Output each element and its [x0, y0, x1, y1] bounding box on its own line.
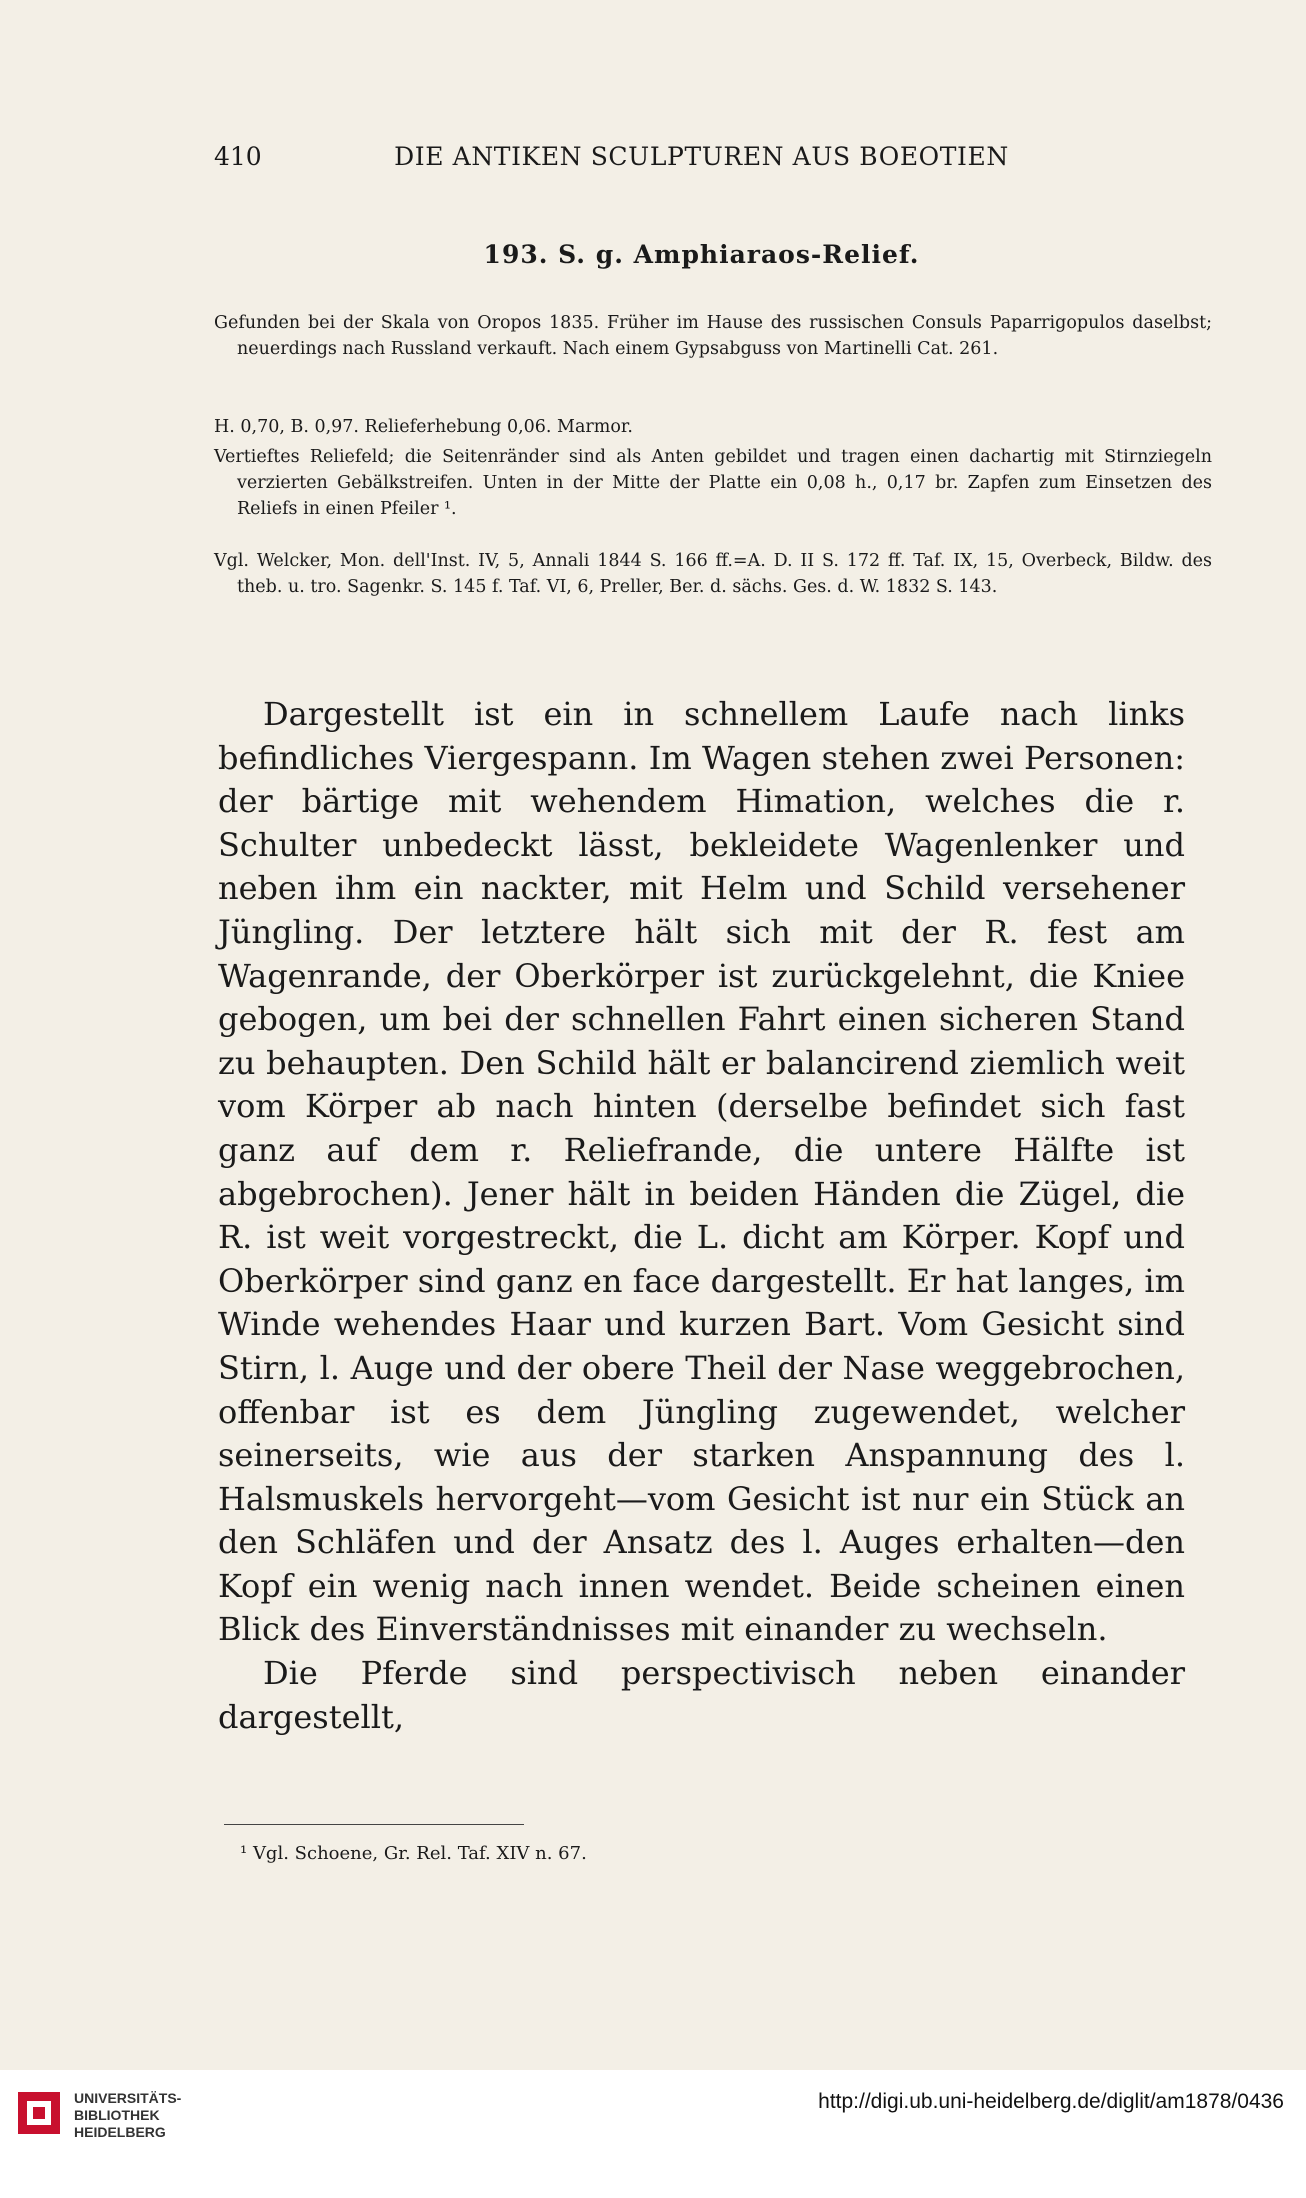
footnote: ¹ Vgl. Schoene, Gr. Rel. Taf. XIV n. 67. — [240, 1843, 587, 1864]
page-number: 410 — [214, 142, 262, 171]
paragraph-2: Die Pferde sind perspectivisch neben einander dargestellt, — [218, 1654, 1185, 1736]
page-header — [214, 142, 1189, 182]
footnote-rule — [224, 1824, 524, 1825]
description-note: Vertieftes Reliefeld; die Seitenränder sind als Anten gebildet und tragen einen dachartig mit Stirnziegeln verzierten Gebälkstreifen. Unten in der Mitte der Platte ein 0,08 h., 0,17 br. Zapfen zum Einsetzen des Reliefs in einen Pfeiler ¹. — [214, 447, 1212, 519]
literature-note: Vgl. Welcker, Mon. dell'Inst. IV, 5, Annali 1844 S. 166 ff.=A. D. II S. 172 ff. Taf. IX, 15, Overbeck, Bildw. des theb. u. tro. Sagenkr. S. 145 f. Taf. VI, 6, Preller, Ber. d. sächs. Ges. d. W. 1832 S. 143. — [214, 551, 1212, 597]
paragraph-1: Dargestellt ist ein in schnellem Laufe nach links befindliches Viergespann. Im Wagen stehen zwei Personen: der bärtige mit wehendem Himation, welches die r. Schulter unbedeckt lässt, bekleidete Wagenlenker und neben ihm ein nackter, mit Helm und Schild versehener Jüngling. Der letztere hält sich mit der R. fest am Wagenrande, der Oberkörper ist zurückgelehnt, die Kniee gebogen, um bei der schnellen Fahrt einen sicheren Stand zu behaupten. Den Schild hält er balancirend ziemlich weit vom Körper ab nach hinten (derselbe befindet sich fast ganz auf dem r. Reliefrande, die untere Hälfte ist abgebrochen). Jener hält in beiden Händen die Zügel, die R. ist weit vorgestreckt, die L. dicht am Körper. Kopf und Oberkörper sind ganz en face dargestellt. Er hat langes, im Winde wehendes Haar und kurzen Bart. Vom Gesicht sind Stirn, l. Auge und der obere Theil der Nase weggebrochen, offenbar ist es dem Jüngling zugewendet, welcher seinerseits, wie aus der starken Anspannung des l. Halsmuskels hervorgeht—vom Gesicht ist nur ein Stück an den Schläfen und der Ansatz des l. Auges erhalten—den Kopf ein wenig nach innen wendet. Beide scheinen einen Blick des Einverständnisses mit einander zu wechseln. — [218, 695, 1185, 1649]
main-text — [218, 693, 1185, 1739]
source-url-link[interactable]: http://digi.ub.uni-heidelberg.de/diglit/am1878/0436 — [818, 2090, 1284, 2113]
library-name: UNIVERSITÄTS- BIBLIOTHEK HEIDELBERG — [74, 2090, 182, 2140]
dimensions-note: H. 0,70, B. 0,97. Relieferhebung 0,06. Marmor. — [214, 417, 633, 437]
running-title: DIE ANTIKEN SCULPTUREN AUS BOEOTIEN — [394, 142, 1009, 171]
university-library-logo-icon — [14, 2088, 64, 2138]
provenance-note: Gefunden bei der Skala von Oropos 1835. Früher im Hause des russischen Consuls Paparrigopulos daselbst; neuerdings nach Russland verkauft. Nach einem Gypsabguss von Martinelli Cat. 261. — [214, 313, 1212, 359]
section-title: 193. S. g. Amphiaraos-Relief. — [483, 240, 920, 269]
